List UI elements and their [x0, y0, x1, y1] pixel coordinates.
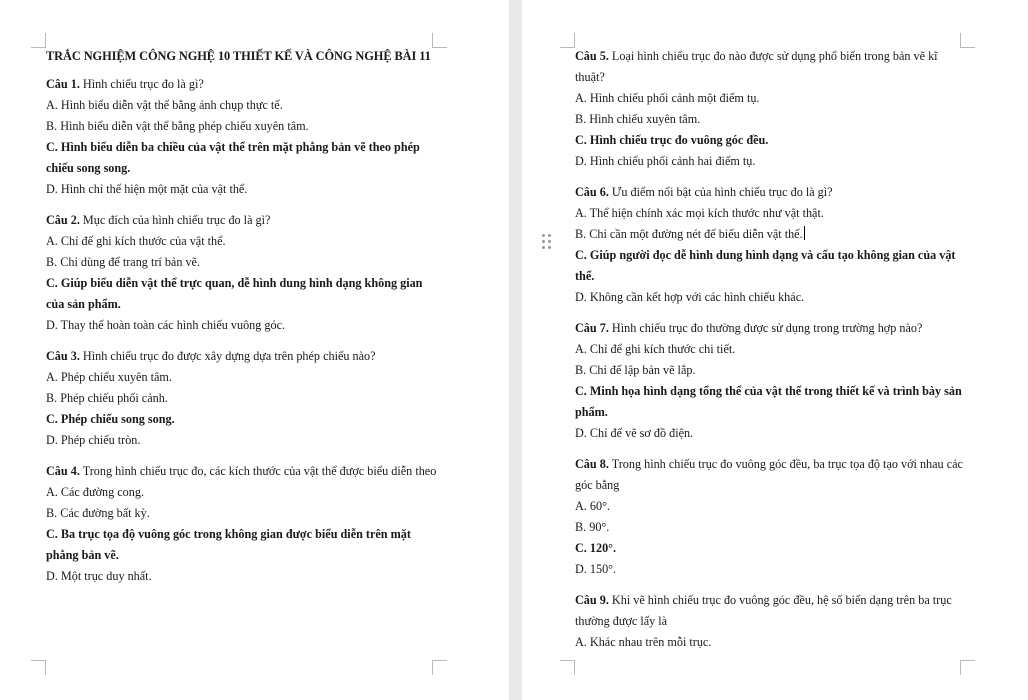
- question-3: [46, 346, 438, 451]
- question-number: Câu 5.: [575, 49, 609, 63]
- option-c-correct: C. Hình biểu diễn ba chiều của vật thể trên mặt phẳng bản vẽ theo phép chiếu song song.: [46, 140, 420, 175]
- margin-corner-bottom-left: [560, 660, 575, 675]
- question-4: [46, 461, 438, 587]
- option-b: B. Hình chiếu xuyên tâm.: [575, 112, 701, 126]
- option-d: D. Không cần kết hợp với các hình chiếu khác.: [575, 290, 805, 304]
- question-number: Câu 2.: [46, 213, 80, 227]
- option-d: D. Phép chiếu tròn.: [46, 433, 141, 447]
- option-a: A. 60°.: [575, 499, 611, 513]
- question-number: Câu 8.: [575, 457, 609, 471]
- option-d: D. Thay thế hoàn toàn các hình chiếu vuông góc.: [46, 318, 286, 332]
- question-stem: [575, 46, 967, 88]
- question-1: [46, 74, 438, 200]
- question-text: Mục đích của hình chiếu trục đo là gì?: [82, 213, 271, 227]
- option-a: A. Thể hiện chính xác mọi kích thước như vật thật.: [575, 206, 824, 220]
- question-text: Loại hình chiếu trục đo nào được sử dụng phổ biến trong bản vẽ kĩ thuật?: [575, 49, 938, 84]
- question-number: Câu 4.: [46, 464, 80, 478]
- option-a: A. Chỉ để ghi kích thước chi tiết.: [575, 342, 736, 356]
- option-b-line: [575, 224, 967, 245]
- option-c-correct: C. 120°.: [575, 541, 617, 555]
- question-stem: [575, 318, 967, 339]
- question-number: Câu 3.: [46, 349, 80, 363]
- option-c-correct: C. Giúp người đọc dễ hình dung hình dạng và cấu tạo không gian của vật thể.: [575, 248, 956, 283]
- question-text: Trong hình chiếu trục đo, các kích thước của vật thể được biểu diễn theo: [82, 464, 437, 478]
- question-6: [575, 182, 967, 308]
- question-number: Câu 6.: [575, 185, 609, 199]
- option-a: A. Phép chiếu xuyên tâm.: [46, 370, 172, 384]
- option-a: A. Hình biểu diễn vật thể bằng ảnh chụp thực tế.: [46, 98, 283, 112]
- drag-handle-icon[interactable]: [542, 234, 552, 250]
- question-number: Câu 1.: [46, 77, 80, 91]
- question-stem: [575, 182, 967, 203]
- text-cursor: [804, 226, 806, 240]
- question-stem: [46, 346, 438, 367]
- option-b: B. Chỉ để lập bản vẽ lắp.: [575, 363, 696, 377]
- question-8: [575, 454, 967, 580]
- left-page-content[interactable]: [46, 46, 438, 597]
- option-c-correct: C. Hình chiếu trục đo vuông góc đều.: [575, 133, 769, 147]
- option-d: D. Một trục duy nhất.: [46, 569, 152, 583]
- page-gutter: [509, 0, 522, 700]
- option-a: A. Chỉ để ghi kích thước của vật thể.: [46, 234, 226, 248]
- question-stem: [46, 461, 438, 482]
- question-text: Khi vẽ hình chiếu trục đo vuông góc đều, hệ số biến dạng trên ba trục thường được lấy là: [575, 593, 952, 628]
- question-text: Trong hình chiếu trục đo vuông góc đều, ba trục tọa độ tạo với nhau các góc bằng: [575, 457, 963, 492]
- question-stem: [46, 74, 438, 95]
- option-b: B. 90°.: [575, 520, 610, 534]
- option-d: D. Chỉ để vẽ sơ đồ điện.: [575, 426, 694, 440]
- option-c-correct: C. Minh họa hình dạng tổng thể của vật thể trong thiết kế và trình bày sản phẩm.: [575, 384, 962, 419]
- option-d: D. Hình chỉ thể hiện một mặt của vật thể.: [46, 182, 248, 196]
- question-text: Ưu điểm nổi bật của hình chiếu trục đo là gì?: [611, 185, 833, 199]
- document-page-left[interactable]: [0, 0, 509, 700]
- option-a: A. Khác nhau trên mỗi trục.: [575, 635, 712, 649]
- margin-corner-top-left: [560, 33, 575, 48]
- option-b: B. Các đường bất kỳ.: [46, 506, 150, 520]
- option-d: D. 150°.: [575, 562, 617, 576]
- option-c-correct: C. Phép chiếu song song.: [46, 412, 175, 426]
- option-c-correct: C. Ba trục tọa độ vuông góc trong không gian được biểu diễn trên mặt phẳng bản vẽ.: [46, 527, 411, 562]
- question-stem: [575, 454, 967, 496]
- question-text: Hình chiếu trục đo được xây dựng dựa trên phép chiếu nào?: [82, 349, 376, 363]
- margin-corner-top-left: [31, 33, 46, 48]
- question-2: [46, 210, 438, 336]
- question-number: Câu 7.: [575, 321, 609, 335]
- question-stem: [575, 590, 967, 632]
- question-text: Hình chiếu trục đo là gì?: [82, 77, 204, 91]
- margin-corner-bottom-left: [31, 660, 46, 675]
- question-number: Câu 9.: [575, 593, 609, 607]
- option-b: B. Hình biểu diễn vật thể bằng phép chiếu xuyên tâm.: [46, 119, 309, 133]
- question-text: Hình chiếu trục đo thường được sử dụng trong trường hợp nào?: [611, 321, 923, 335]
- option-a: A. Các đường cong.: [46, 485, 145, 499]
- question-9: [575, 590, 967, 653]
- margin-corner-bottom-right: [432, 660, 447, 675]
- option-d: D. Hình chiếu phối cảnh hai điểm tụ.: [575, 154, 756, 168]
- option-c-correct: C. Giúp biểu diễn vật thể trực quan, dễ hình dung hình dạng không gian của sản phẩm.: [46, 276, 423, 311]
- option-b: B. Chỉ cần một đường nét để biểu diễn vật thể.: [575, 227, 803, 241]
- option-a: A. Hình chiếu phối cảnh một điểm tụ.: [575, 91, 760, 105]
- right-page-content[interactable]: [575, 46, 967, 663]
- question-7: [575, 318, 967, 444]
- document-page-right[interactable]: [522, 0, 1028, 700]
- option-b: B. Chỉ dùng để trang trí bản vẽ.: [46, 255, 201, 269]
- option-b: B. Phép chiếu phối cảnh.: [46, 391, 168, 405]
- question-stem: [46, 210, 438, 231]
- document-title: TRẮC NGHIỆM CÔNG NGHỆ 10 THIẾT KẾ VÀ CÔNG NGHỆ BÀI 11: [46, 49, 431, 63]
- question-5: [575, 46, 967, 172]
